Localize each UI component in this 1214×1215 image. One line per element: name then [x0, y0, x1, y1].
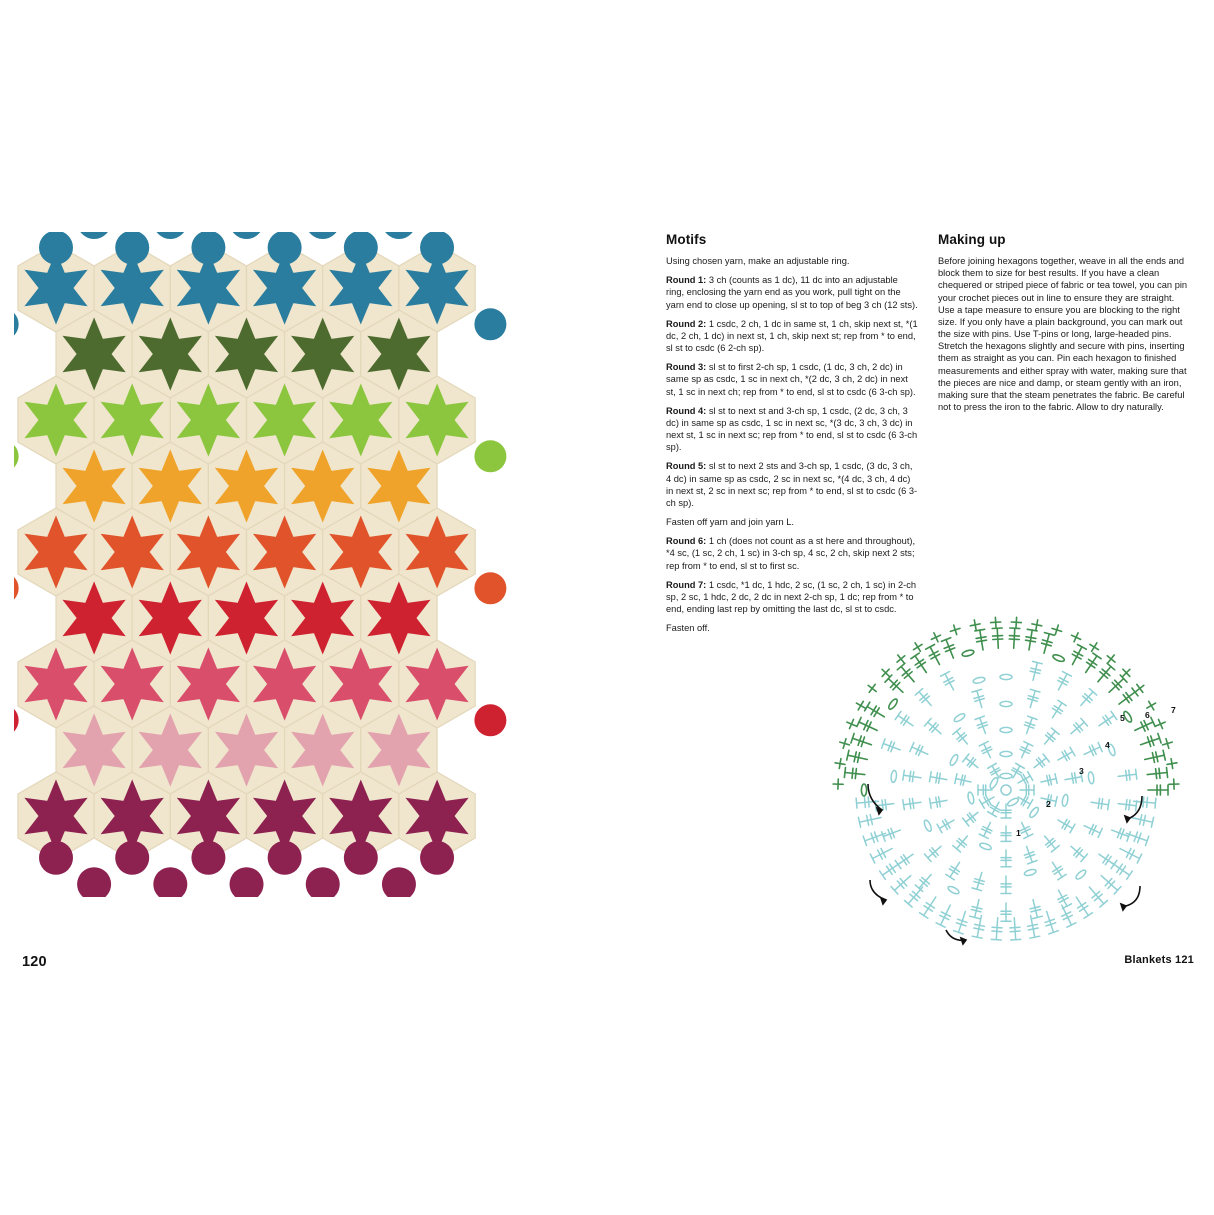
round-label: Round 5: — [666, 461, 707, 472]
stitch-chart-svg — [820, 600, 1192, 960]
left-page — [14, 232, 622, 984]
round-label: Round 1: — [666, 275, 707, 286]
right-page — [660, 232, 1200, 984]
round-number-6: 6 — [1145, 710, 1150, 720]
round-label: Round 7: — [666, 579, 707, 590]
round-number-3: 3 — [1079, 766, 1084, 776]
paragraph-text: Fasten off. — [666, 623, 710, 634]
page-number-right: Blankets 121 — [1124, 954, 1194, 966]
hexagon-pompom-blanket-photograph — [14, 232, 622, 897]
section-title-motifs: Motifs — [666, 232, 707, 247]
round-number-5: 5 — [1120, 713, 1125, 723]
paragraph — [666, 405, 918, 454]
paragraph-text: 1 csdc, *1 dc, 1 hdc, 2 sc, (1 sc, 2 ch, 1 sc) in 2-ch sp, 2 sc, 1 hdc, 2 dc, 2 dc in next 2-ch sp, 1 dc; rep from * to end, ending last rep by omitting the last dc, sl st to csdc. — [666, 579, 917, 615]
paragraph-text: Using chosen yarn, make an adjustable ring. — [666, 256, 850, 266]
paragraph-text: Before joining hexagons together, weave in all the ends and block them to size for best results. If you have a clean chequered or striped piece of fabric or tea towel, you can pin your crochet pieces out in line to ensure they are straight. Use a tape measure to ensure you are blocking to the right size. If you only have a plain background, you can mark out the size with pins. Use T-pins or long, large-headed pins. Stretch the hexagons slightly and secure with pins, inserting them as straight as you can. Pin each hexagon to finished measurements and either spray with water, making sure that the pieces are nice and damp, or steam gently with an iron, making sure that the steam penetrates the fabric. Be careful not to press the iron to the fabric. Allow to dry naturally. — [938, 256, 1188, 413]
column-motifs — [666, 232, 918, 641]
round-number-4: 4 — [1105, 740, 1110, 750]
paragraph-text: 1 csdc, 2 ch, 1 dc in same st, 1 ch, skip next st, *(1 dc, 2 ch, 1 dc) in next st, 1 ch, skip next st; rep from * to end, sl st to csdc (6 2-ch sp). — [666, 318, 918, 354]
paragraph — [666, 460, 918, 509]
paragraph — [666, 255, 918, 267]
blanket-illustration — [14, 232, 622, 897]
paragraph-text: sl st to next 2 sts and 3-ch sp, 1 csdc, (3 dc, 3 ch, 4 dc) in same sp as csdc, 2 sc in next sc, *(4 dc, 3 ch, 4 dc) in next st, 2 sc in next sc; rep from * to end, sl st to csdc (6 3-ch sp). — [666, 461, 918, 508]
paragraph-text: Fasten off yarn and join yarn L. — [666, 517, 794, 528]
crochet-stitch-chart-hexagon — [820, 600, 1192, 960]
paragraph-text: sl st to next st and 3-ch sp, 1 csdc, (2 dc, 3 ch, 3 dc) in same sp as csdc, 1 sc in next sc, *(3 dc, 3 ch, 3 dc) in next st, 1 sc in next sc; rep from * to end, sl st to csdc (6 3-ch sp). — [666, 405, 918, 453]
paragraph-text: 3 ch (counts as 1 dc), 11 dc into an adjustable ring, enclosing the yarn end as you work, pull tight on the yarn end to close up opening, sl st to top of beg 3 ch (12 sts). — [666, 275, 918, 310]
paragraph — [666, 535, 918, 572]
round-label: Round 6: — [666, 536, 707, 547]
round-label: Round 4: — [666, 405, 707, 416]
round-number-2: 2 — [1046, 799, 1051, 809]
round-label: Round 3: — [666, 362, 707, 373]
round-label: Round 2: — [666, 318, 707, 329]
round-number-1: 1 — [1016, 828, 1021, 838]
paragraph — [666, 274, 918, 311]
section-title-making-up: Making up — [938, 232, 1006, 247]
paragraph — [666, 361, 918, 398]
paragraph — [938, 255, 1190, 413]
paragraph-text: sl st to first 2-ch sp, 1 csdc, (1 dc, 3 ch, 2 dc) in same sp as csdc, 1 sc in next ch, *(2 dc, 3 ch, 2 dc) in next st, 1 sc in next ch; rep from * to end, sl st to csdc (6 3-ch sp). — [666, 362, 916, 397]
paragraph-text: 1 ch (does not count as a st here and throughout), *4 sc, (1 sc, 2 ch, 1 sc) in 3-ch sp, 4 sc, 2 ch, skip next 2 sts; rep from * to end, sl st to first sc. — [666, 536, 916, 571]
column-making-up — [938, 232, 1190, 420]
paragraph — [666, 516, 918, 528]
round-number-7: 7 — [1171, 705, 1176, 715]
paragraph — [666, 318, 918, 355]
page-number-left: 120 — [22, 954, 47, 970]
